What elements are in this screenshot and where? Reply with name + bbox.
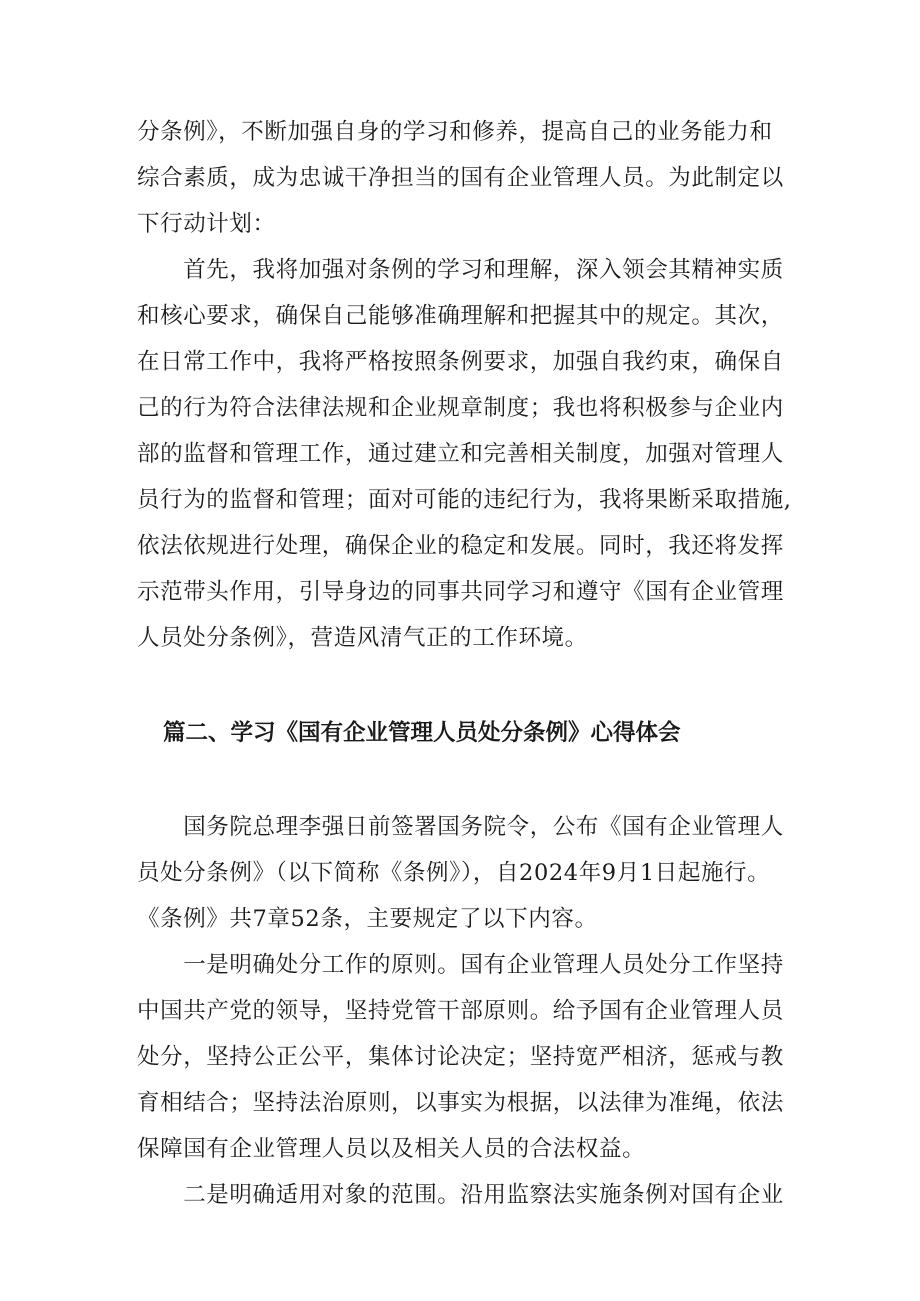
paragraph-line: 处分，坚持公正公平，集体讨论决定；坚持宽严相济，惩戒与教 bbox=[137, 1044, 784, 1070]
paragraph-line: 依法依规进行处理，确保企业的稳定和发展。同时，我还将发挥 bbox=[137, 533, 784, 559]
paragraph-line: 育相结合；坚持法治原则，以事实为根据，以法律为准绳，依法 bbox=[137, 1090, 784, 1116]
paragraph-line: 二是明确适用对象的范围。沿用监察法实施条例对国有企业 bbox=[137, 1182, 784, 1208]
paragraph-line: 《条例》共7章52条，主要规定了以下内容。 bbox=[137, 906, 598, 932]
paragraph-line: 国务院总理李强日前签署国务院令，公布《国有企业管理人 bbox=[137, 814, 784, 840]
paragraph-line: 和核心要求，确保自己能够准确理解和把握其中的规定。其次， bbox=[137, 303, 784, 329]
paragraph-line: 综合素质，成为忠诚干净担当的国有企业管理人员。为此制定以 bbox=[137, 165, 784, 191]
paragraph-line: 分条例》，不断加强自身的学习和修养，提高自己的业务能力和 bbox=[137, 119, 773, 145]
paragraph-line: 中国共产党的领导，坚持党管干部原则。给予国有企业管理人员 bbox=[137, 998, 784, 1024]
paragraph-line: 员行为的监督和管理；面对可能的违纪行为，我将果断采取措施, bbox=[137, 487, 792, 513]
paragraph-line: 一是明确处分工作的原则。国有企业管理人员处分工作坚持 bbox=[137, 952, 784, 978]
paragraph-line: 部的监督和管理工作，通过建立和完善相关制度，加强对管理人 bbox=[137, 441, 784, 467]
paragraph-line: 下行动计划： bbox=[137, 211, 276, 237]
paragraph-line: 示范带头作用，引导身边的同事共同学习和遵守《国有企业管理 bbox=[137, 579, 784, 605]
paragraph-line: 在日常工作中，我将严格按照条例要求，加强自我约束，确保自 bbox=[137, 349, 784, 375]
section-heading: 篇二、学习《国有企业管理人员处分条例》心得体会 bbox=[163, 720, 681, 746]
paragraph-line: 员处分条例》（以下简称《条例》），自2024年9月1日起施行。 bbox=[137, 860, 771, 886]
paragraph-line: 首先，我将加强对条例的学习和理解，深入领会其精神实质 bbox=[137, 257, 784, 283]
paragraph-line: 人员处分条例》，营造风清气正的工作环境。 bbox=[137, 625, 588, 651]
paragraph-line: 己的行为符合法律法规和企业规章制度；我也将积极参与企业内 bbox=[137, 395, 784, 421]
paragraph-line: 保障国有企业管理人员以及相关人员的合法权益。 bbox=[137, 1136, 646, 1162]
